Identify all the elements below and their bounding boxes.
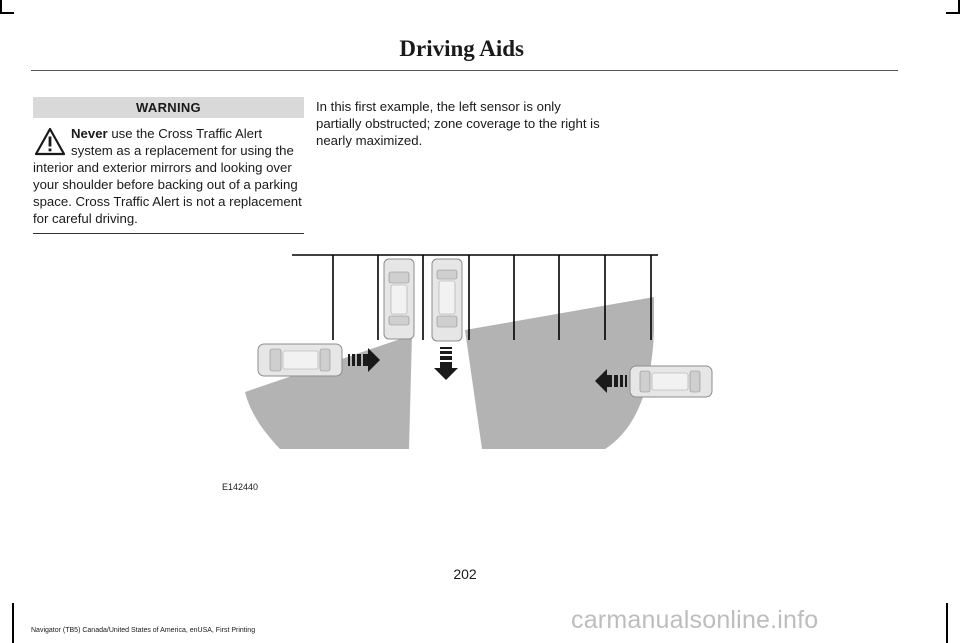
- warning-triangle-icon: [33, 126, 67, 158]
- crop-mark-bottom-right-v: [946, 603, 948, 643]
- header-rule: [31, 70, 898, 71]
- crop-mark-bottom-left-v: [12, 603, 14, 643]
- approaching-car-left: [258, 344, 342, 376]
- crop-mark-top-left-h: [0, 12, 14, 14]
- figure-code: E142440: [222, 482, 259, 492]
- warning-heading: WARNING: [33, 97, 304, 118]
- arrow-down-icon: [434, 347, 458, 380]
- page-header-title: Driving Aids: [399, 36, 524, 61]
- intro-paragraph: In this first example, the left sensor is only partially obstructed; zone coverage to the right is nearly maximized.: [316, 99, 600, 148]
- warning-lead-word: Never: [71, 126, 108, 141]
- crop-mark-top-left-v: [0, 0, 2, 12]
- approaching-car-right: [630, 366, 712, 397]
- reversing-car: [432, 259, 462, 341]
- page-number: 202: [453, 566, 477, 582]
- crop-mark-top-right-h: [946, 12, 960, 14]
- warning-body: [33, 118, 304, 234]
- warning-text: use the Cross Traffic Alert system as a replacement for using the interior and exterior mirrors and looking over your shoulder before backing out of a parking space. Cross Traffic Alert is not a replacement for careful driving.: [33, 126, 302, 226]
- warning-box: [33, 97, 304, 234]
- watermark-text: carmanualsonline.info: [571, 606, 819, 634]
- parked-car: [384, 259, 414, 339]
- cross-traffic-alert-diagram: [240, 250, 720, 455]
- footer-edition-text: Navigator (TB5) Canada/United States of America, enUSA, First Printing: [31, 627, 256, 634]
